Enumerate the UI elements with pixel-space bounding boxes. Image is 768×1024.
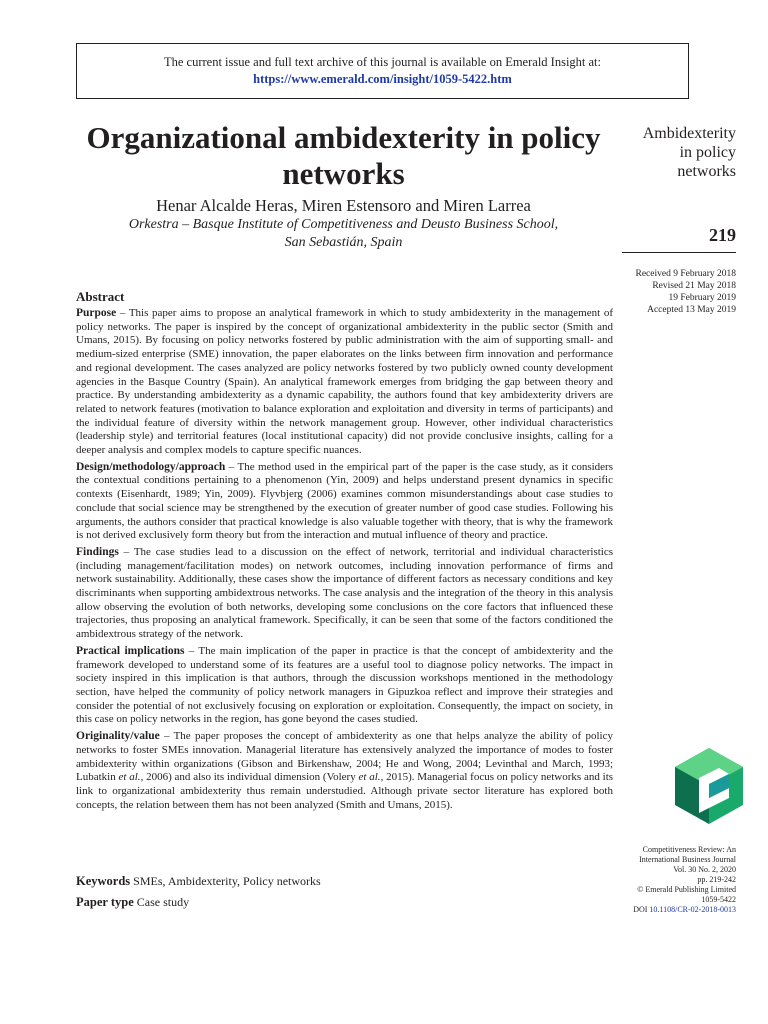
running-title-line-3: networks — [677, 163, 736, 180]
received-date: Received 9 February 2018 — [635, 269, 736, 279]
design-label: Design/methodology/approach — [76, 460, 226, 473]
journal-name-line-1: Competitiveness Review: An — [642, 845, 736, 854]
findings-label: Findings — [76, 545, 119, 558]
design-text: – The method used in the empirical part of the paper is the case study, as it considers the contextual conditions pertaining to a phenomenon (Yin, 2009) and helps understand present dynamics in specific contexts (Eisenhardt, 1989; Yin, 2009). Flyvbjerg (2006) examines common misunderstandings about case studies to conclude that social science may be strengthened by the execution of greater number of good case studies. Following his arguments, the authors consider that practical knowledge is also valuable together with theory, that is why the framework is not derived exclusively form theory but from the interaction and mutual influence of theory and practice. — [76, 460, 613, 542]
article-authors: Henar Alcalde Heras, Miren Estensoro and Miren Larrea — [156, 196, 531, 215]
journal-url-link[interactable]: https://www.emerald.com/insight/1059-5422.htm — [253, 72, 512, 86]
originality-text-1: – The paper proposes the concept of ambidexterity as one that helps analyze the ability of policy networks to foster SMEs innovation. Managerial literature has extensively analyzed the importance of modes to foster ambidexterity within organizations (Gibson and Birkenshaw, 2004; He and Wong, 2004; Levinthal and March, 1993; Lubatkin — [76, 730, 613, 784]
running-title-line-1: Ambidexterity — [642, 125, 736, 142]
et-al-1: et al. — [118, 771, 141, 784]
revised-date-2: 19 February 2019 — [668, 293, 736, 303]
journal-name-line-2: International Business Journal — [639, 855, 736, 864]
paper-type-label: Paper type — [76, 895, 134, 909]
margin-divider — [622, 252, 736, 253]
doi-link[interactable]: 10.1108/CR-02-2018-0013 — [649, 905, 736, 914]
running-title-line-2: in policy — [679, 144, 736, 161]
originality-label: Originality/value — [76, 730, 160, 743]
abstract-originality — [76, 730, 613, 812]
originality-text-3: , 2015). Managerial focus on policy networks and its link to organizational ambidexterity thus remain understudied. Although private sector literature has explored both concepts, the relation between them has not been analyzed (Smith and Umans, 2015). — [76, 771, 614, 811]
page-number: 219 — [709, 225, 736, 245]
journal-doi — [586, 905, 736, 915]
doi-label: DOI — [633, 905, 648, 914]
findings-text: – The case studies lead to a discussion on the effect of network, territorial and individual characteristics (including management/facilitation modes) on network outcomes, including innovation performance of firms and network sustainability. Additionally, these cases show the importance of different factors as necessary conditions and key discriminants when supporting ambidextrous networks. The case analysis and the integration of the theory in this analysis allow observing the evolution of both networks, developing some conclusions on the core factors that influenced these trajectories, thus proposing an analytical framework. Specifically, it can be seen that some of the factors conditioned the ambidextrous strategy of the network. — [76, 545, 613, 641]
abstract-practical — [76, 645, 613, 727]
practical-label: Practical implications — [76, 644, 185, 657]
originality-text-2: , 2006) and also its individual dimension (Volery — [140, 771, 359, 784]
affiliation-line-2: San Sebastián, Spain — [284, 235, 403, 250]
emerald-publishing-logo-icon — [675, 748, 743, 824]
keywords — [76, 874, 321, 889]
affiliation-line-1: Orkestra – Basque Institute of Competitiveness and Deusto Business School, — [128, 217, 559, 232]
journal-pages: pp. 219-242 — [697, 875, 736, 884]
journal-copyright: © Emerald Publishing Limited — [637, 885, 736, 894]
abstract-heading: Abstract — [76, 289, 125, 304]
purpose-text: – This paper aims to propose an analytical framework in which to study ambidexterity in the management of policy networks. The paper is inspired by the concept of organizational ambidexterity in the public sector (Smith and Umans, 2015). By focusing on policy networks fostered by public administration with the aim of supporting small- and medium-sized enterprise (SME) innovation, the paper elaborates on the links between firm innovation and performance and regional development. The cases analyzed are policy networks fostered by two publicly owned county development agencies in the Basque Country (Spain). An analytical framework emerges from bridging the gap between theory and practice. By understanding ambidexterity as a dynamic capability, the authors found that key ambidexterity drivers are related to network features (motivation to balance exploration and exploitation and diversity in terms of participants) and the individual feature of diversity within the network management group. However, other individual characteristics (leadership style) and territorial features (local institutional capacity) did not provide conclusive insights, calling for a deeper analysis and complex models to capture specific nuances. — [76, 307, 613, 457]
author-affiliation — [76, 216, 611, 252]
abstract-purpose — [76, 307, 613, 458]
abstract-design — [76, 461, 613, 543]
purpose-label: Purpose — [76, 307, 117, 319]
accepted-date: Accepted 13 May 2019 — [647, 305, 736, 315]
et-al-2: et al. — [358, 771, 381, 784]
article-title: Organizational ambidexterity in policy networks — [86, 120, 601, 191]
paper-type-value: Case study — [133, 895, 190, 909]
keywords-value: SMEs, Ambidexterity, Policy networks — [130, 874, 321, 888]
journal-citation — [586, 845, 736, 915]
abstract-body — [76, 307, 613, 815]
article-history — [635, 268, 736, 316]
revised-date-1: Revised 21 May 2018 — [652, 281, 736, 291]
journal-access-box — [76, 43, 689, 99]
keywords-label: Keywords — [76, 874, 131, 888]
abstract-findings — [76, 546, 613, 642]
journal-volume: Vol. 30 No. 2, 2020 — [673, 865, 736, 874]
paper-type — [76, 895, 189, 910]
journal-issn: 1059-5422 — [701, 895, 736, 904]
running-title — [586, 124, 736, 181]
practical-text: – The main implication of the paper in practice is that the concept of ambidexterity and the framework developed to understand some of its features are a useful tool to diagnose policy networks. The impact in society inspired in this implication is that authors, through the discussion workshops mentioned in the methodology section, have helped the community of policy network managers in Gipuzkoa reflect and improve their strategies and consider the potential of not exclusively focusing on exploration or exploitation. Consequently, the impact on society, in this case on policy networks in the region, has gone beyond the cases studied. — [76, 644, 613, 726]
archive-availability-text: The current issue and full text archive of this journal is available on Emerald Insight at: — [163, 55, 602, 69]
